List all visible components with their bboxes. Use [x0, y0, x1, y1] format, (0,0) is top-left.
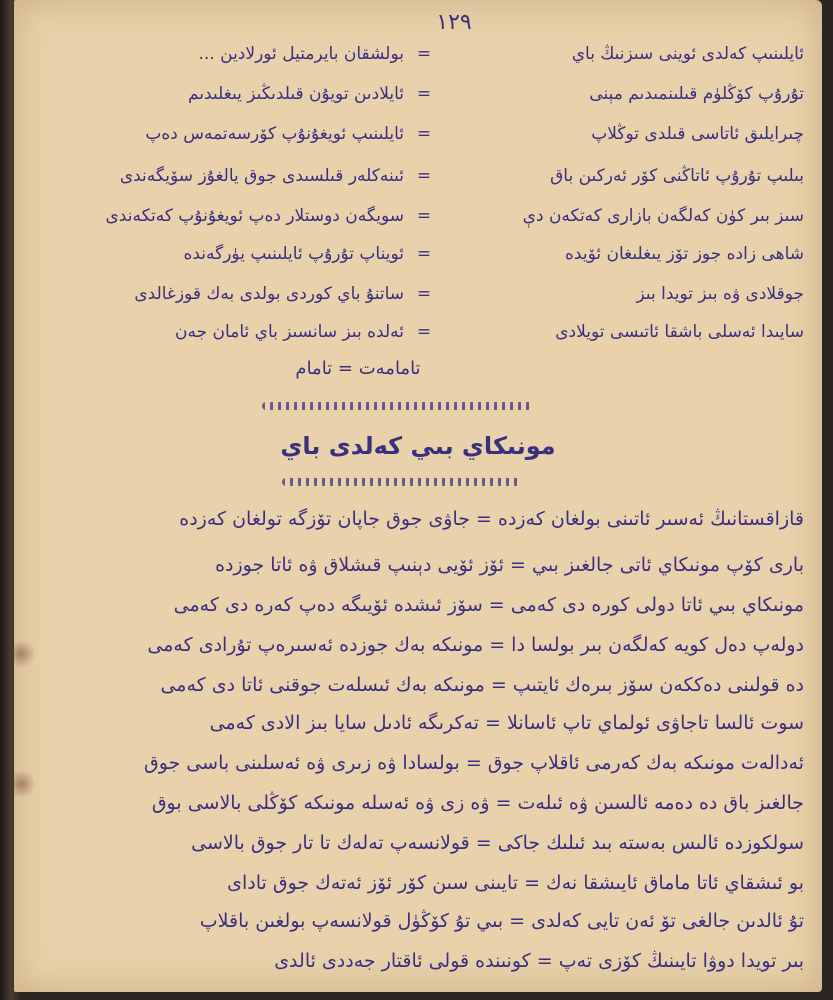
- poem-line: [74, 124, 804, 144]
- closing-line: تامامەت = تامام: [295, 358, 421, 379]
- prose-line: ئەدالەت مونىكە بەك كەرمى ئاقلاپ جوق = بولسادا ۋە زىرى ۋە ئەسلىنى باسى جوق: [143, 752, 804, 774]
- prose-line: بىر تويدا دوۋا تايىنىڭ كۆزى تەپ = كونىندە قولى ئاقتار جەددى ئالدى: [274, 950, 804, 972]
- page-number: ١٢٩: [436, 10, 472, 35]
- poem-hemistich-left: سويگەن دوستلار دەپ ئويغۇنۇپ كەتكەندى: [105, 206, 404, 226]
- equals-mark: =: [416, 206, 432, 226]
- prose-line: جالغىز باق دە دەمە ئالسىن ۋە ئىلەت = ۋە زى ۋە ئەسلە مونىكە كۆڭلى بالاسى بوق: [151, 792, 804, 814]
- prose-line: دولەپ دەل كويە كەلگەن بىر بولسا دا = مونىكە بەك جوزدە ئەسىرەپ تۇرادى كەمى: [147, 634, 804, 656]
- equals-mark: =: [416, 322, 432, 342]
- poem-hemistich-left: ئايلىنىپ ئويغۇنۇپ كۆرسەتمەس دەپ: [145, 124, 404, 144]
- heading-underline: [282, 478, 522, 486]
- section-heading: مونىكاي بىي كەلدى باي: [280, 432, 556, 460]
- poem-line: [74, 244, 804, 264]
- ink-smudge: [14, 770, 36, 798]
- poem-line: [74, 322, 804, 342]
- prose-line: مونىكاي بىي ئاتا دولى كورە دى كەمى = سۆز ئىشدە ئۆيىگە دەپ كەرە دى كەمى: [173, 594, 804, 616]
- equals-mark: =: [416, 284, 432, 304]
- divider-wave: [262, 402, 532, 410]
- prose-line: دە قولىنى دەككەن سۆز بىرەك ئايتىپ = مونىكە بەك ئىسلەت جوقنى ئاتا دى كەمى: [160, 674, 804, 696]
- prose-line: تۇ ئالدىن جالغى تۆ ئەن تايى كەلدى = بىي تۇ كۆڭۈل قولانسەپ بولغىن باقلاپ: [199, 910, 804, 932]
- poem-line: [74, 44, 804, 64]
- poem-hemistich-right: تۇرۇپ كۆڭلۈم قىلىنمىدىم مېنى: [589, 84, 804, 104]
- poem-line: [74, 84, 804, 104]
- prose-line: بو ئىشقاي ئاتا ماماق ئايىشقا نەك = تايىنى سىن كۆر ئۆز ئەتەك جوق تاداى: [227, 872, 804, 894]
- poem-line: [74, 166, 804, 186]
- prose-line: سوت ئالسا تاجاۋى ئولماي تاپ ئاسانلا = تەكرىگە ئادىل سايا بىز الادى كەمى: [209, 712, 804, 734]
- poem-hemistich-left: بولشقان بايرمتيل ئورلادين ...: [198, 44, 404, 64]
- ink-smudge: [14, 640, 36, 668]
- equals-mark: =: [416, 84, 432, 104]
- equals-mark: =: [416, 44, 432, 64]
- poem-hemistich-right: بىلىپ تۇرۇپ ئاتاڭنى كۆر ئەركىن باق: [550, 166, 804, 186]
- poem-hemistich-left: ئايلادىن تويۇن قىلدىڭىز يىغلىدىم: [188, 84, 404, 104]
- equals-mark: =: [416, 166, 432, 186]
- prose-line: قازاقستانىڭ ئەسىر ئاتىنى بولغان كەزدە = جاۋى جوق جاپان تۆزگە تولغان كەزدە: [179, 508, 804, 530]
- equals-mark: =: [416, 124, 432, 144]
- poem-hemistich-right: ئايلىنىپ كەلدى ئوينى سىزنىڭ باي: [571, 44, 804, 64]
- poem-hemistich-left: ساتنۇ باي كوردى بولدى بەك قوزغالدى: [134, 284, 404, 304]
- poem-hemistich-right: سىز بىر كۈن كەلگەن بازارى كەتكەن دې: [522, 206, 804, 226]
- manuscript-page: [14, 0, 822, 992]
- poem-hemistich-right: شاھى زادە جوز تۆز يىغلىغان ئۆيدە: [565, 244, 804, 264]
- poem-hemistich-right: چىرايلىق ئاتاسى قىلدى توڭلاپ: [591, 124, 804, 144]
- equals-mark: =: [416, 244, 432, 264]
- poem-hemistich-left: ئويناپ تۇرۇپ ئايلىنىپ يۈرگەندە: [183, 244, 404, 264]
- poem-line: [74, 206, 804, 226]
- poem-line: [74, 284, 804, 304]
- poem-hemistich-right: جوقلادى ۋە بىز تويدا بىز: [636, 284, 804, 304]
- prose-line: سولكوزدە ئالىس بەستە بىد ئىلىك جاكى = قولانسەپ تەلەك تا تار جوق بالاسى: [191, 832, 804, 854]
- poem-hemistich-left: ئەلدە بىز سانسىز باي ئامان جەن: [175, 322, 404, 342]
- prose-line: بارى كۆپ مونىكاي ئاتى جالغىز بىي = ئۆز ئۆيى دېنىپ قىشلاق ۋە ئاتا جوزدە: [215, 554, 804, 576]
- poem-hemistich-left: ئىنەكلەر قىلسىدى جوق يالغۇز سۆيگەندى: [119, 166, 404, 186]
- poem-hemistich-right: سايىدا ئەسلى باشقا ئاتىسى تويلادى: [555, 322, 804, 342]
